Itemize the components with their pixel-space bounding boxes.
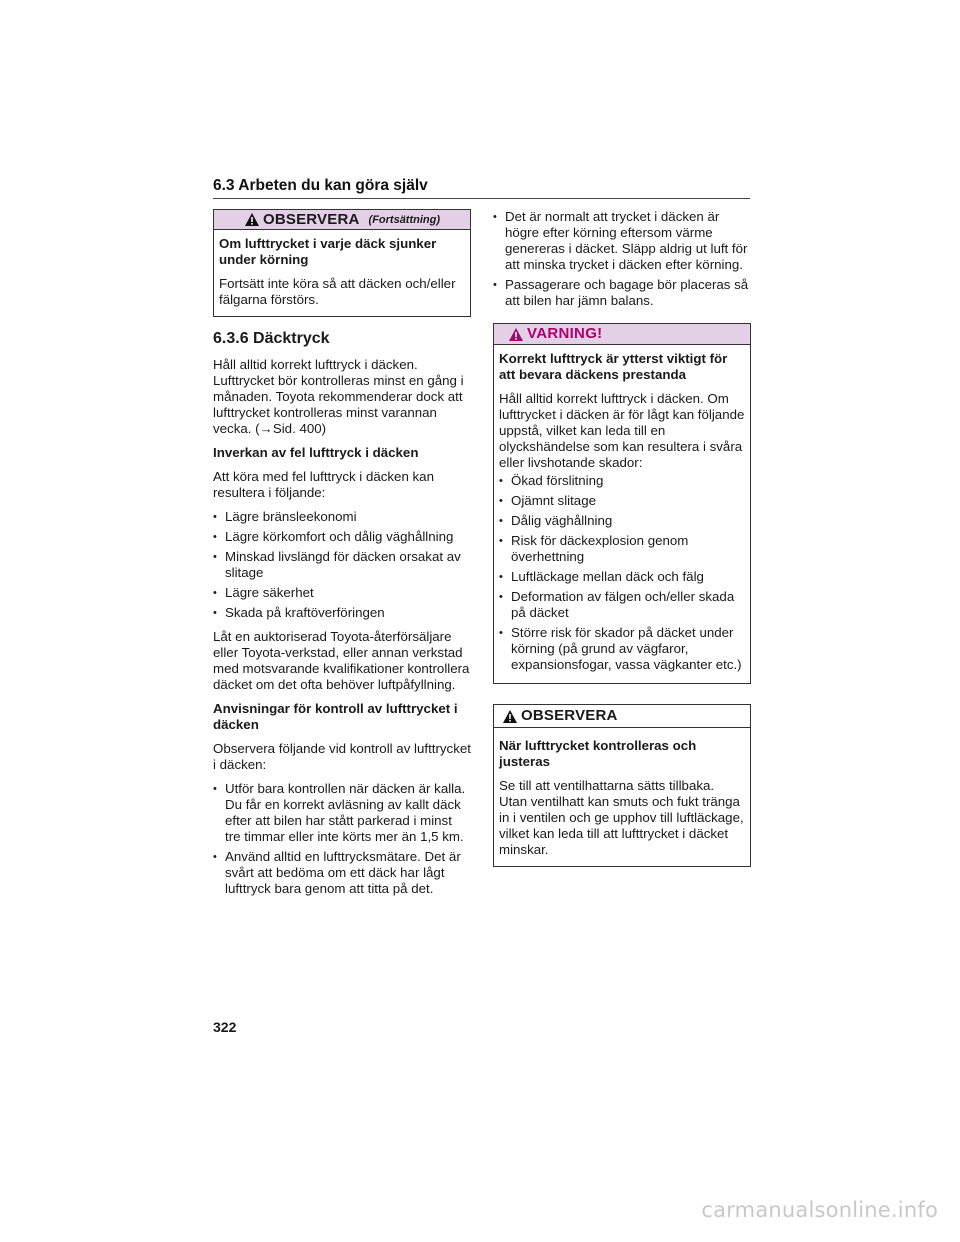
warning-label: VARNING! [527,325,603,342]
list-item: • Lägre bränsleekonomi [213,509,471,525]
warning-text: Håll alltid korrekt lufttryck i däcken. Om lufttrycket i däcken är för lågt kan följande uppstå, vilket kan leda till en olyckshändelse som kan resultera i svåra eller livshotande skador: [499,391,745,470]
list-item: • Lägre körkomfort och dålig väghållning [213,529,471,545]
instructions-intro: Observera följande vid kontroll av lufttrycket i däcken: [213,741,471,772]
list-item: • Utför bara kontrollen när däcken är kalla. Du får en korrekt avläsning av kallt däck efter att bilen har stått parkerad i minst tre timmar eller inte körts mer än 1,5 km. [213,781,471,845]
list-item: • Risk för däckexplosion genom överhettning [499,533,745,565]
instructions-heading: Anvisningar för kontroll av lufttrycket i däcken [213,701,458,732]
caution-header [494,705,750,728]
caution-label: OBSERVERA [521,707,618,724]
list-item: • Använd alltid en lufttrycksmätare. Det är svårt att bedöma om ett däck har lågt lufttryck bara genom att titta på det. [213,849,471,897]
list-item: • Minskad livslängd för däcken orsakat av slitage [213,549,471,581]
warning-box [493,323,751,684]
left-column [213,209,471,905]
list-item: • Lägre säkerhet [213,585,471,601]
caution-heading: När lufttrycket kontrolleras och justeras [499,738,697,769]
list-item: • Ojämnt slitage [499,493,745,509]
caution-box [493,704,751,867]
list-item: • Skada på kraftöverföringen [213,605,471,621]
right-column [493,209,751,881]
list-item: • Luftläckage mellan däck och fälg [499,569,745,585]
effects-intro: Att köra med fel lufttryck i däcken kan resultera i följande: [213,469,434,500]
effects-list [213,509,471,621]
section-title: 6.3.6 Däcktryck [213,330,330,347]
list-item: • Dålig väghållning [499,513,745,529]
warning-triangle-icon [508,327,524,342]
intro-paragraph: Håll alltid korrekt lufttryck i däcken. Lufttrycket bör kontrolleras minst en gång i månaden. Toyota rekommenderar dock att lufttrycket kontrolleras minst varannan vecka. (→Sid. 400) [213,357,464,436]
page-number: 322 [213,1019,237,1035]
list-item: • Större risk för skador på däcket under körning (på grund av vägfaror, expansionsfogar, vassa vägkanter etc.) [499,625,745,673]
warning-heading: Korrekt lufttryck är ytterst viktigt för att bevara däckens prestanda [499,351,728,382]
warning-triangle-icon [502,709,518,724]
instructions-list [213,781,471,897]
caution-text: Se till att ventilhattarna sätts tillbaka. Utan ventilhatt kan smuts och fukt tränga in i ventilen och ge upphov till luftläckage, vilket kan leda till att lufttrycket i däcket minskar. [499,778,744,857]
list-item: • Deformation av fälgen och/eller skada på däcket [499,589,745,621]
caution-subtitle: (Fortsättning) [368,213,441,226]
effects-heading: Inverkan av fel lufttryck i däcken [213,445,419,460]
warning-list [499,473,745,673]
notes-list [493,209,751,309]
warning-triangle-icon [244,212,260,227]
section-header: 6.3 Arbeten du kan göra själv [213,177,750,199]
list-item: • Ökad förslitning [499,473,745,489]
warning-header [493,323,751,345]
list-item: • Passagerare och bagage bör placeras så att bilen har jämn balans. [493,277,751,309]
caution-header [214,210,470,230]
dealer-paragraph: Låt en auktoriserad Toyota-återförsäljare eller Toyota-verkstad, eller annan verkstad med motsvarande kvalifikationer kontrollera däcket om det ofta behöver luftpåfyllning. [213,629,470,692]
list-item: • Det är normalt att trycket i däcken är högre efter körning eftersom värme genereras i däcket. Släpp aldrig ut luft för att minska trycket i däcken efter körning. [493,209,751,273]
caution-text: Fortsätt inte köra så att däcken och/eller fälgarna förstörs. [219,276,456,307]
caution-continued-box [213,209,471,317]
caution-label: OBSERVERA [262,210,360,228]
watermark-text: carmanualsonline.info [701,1198,938,1222]
caution-heading: Om lufttrycket i varje däck sjunker under körning [219,236,437,267]
